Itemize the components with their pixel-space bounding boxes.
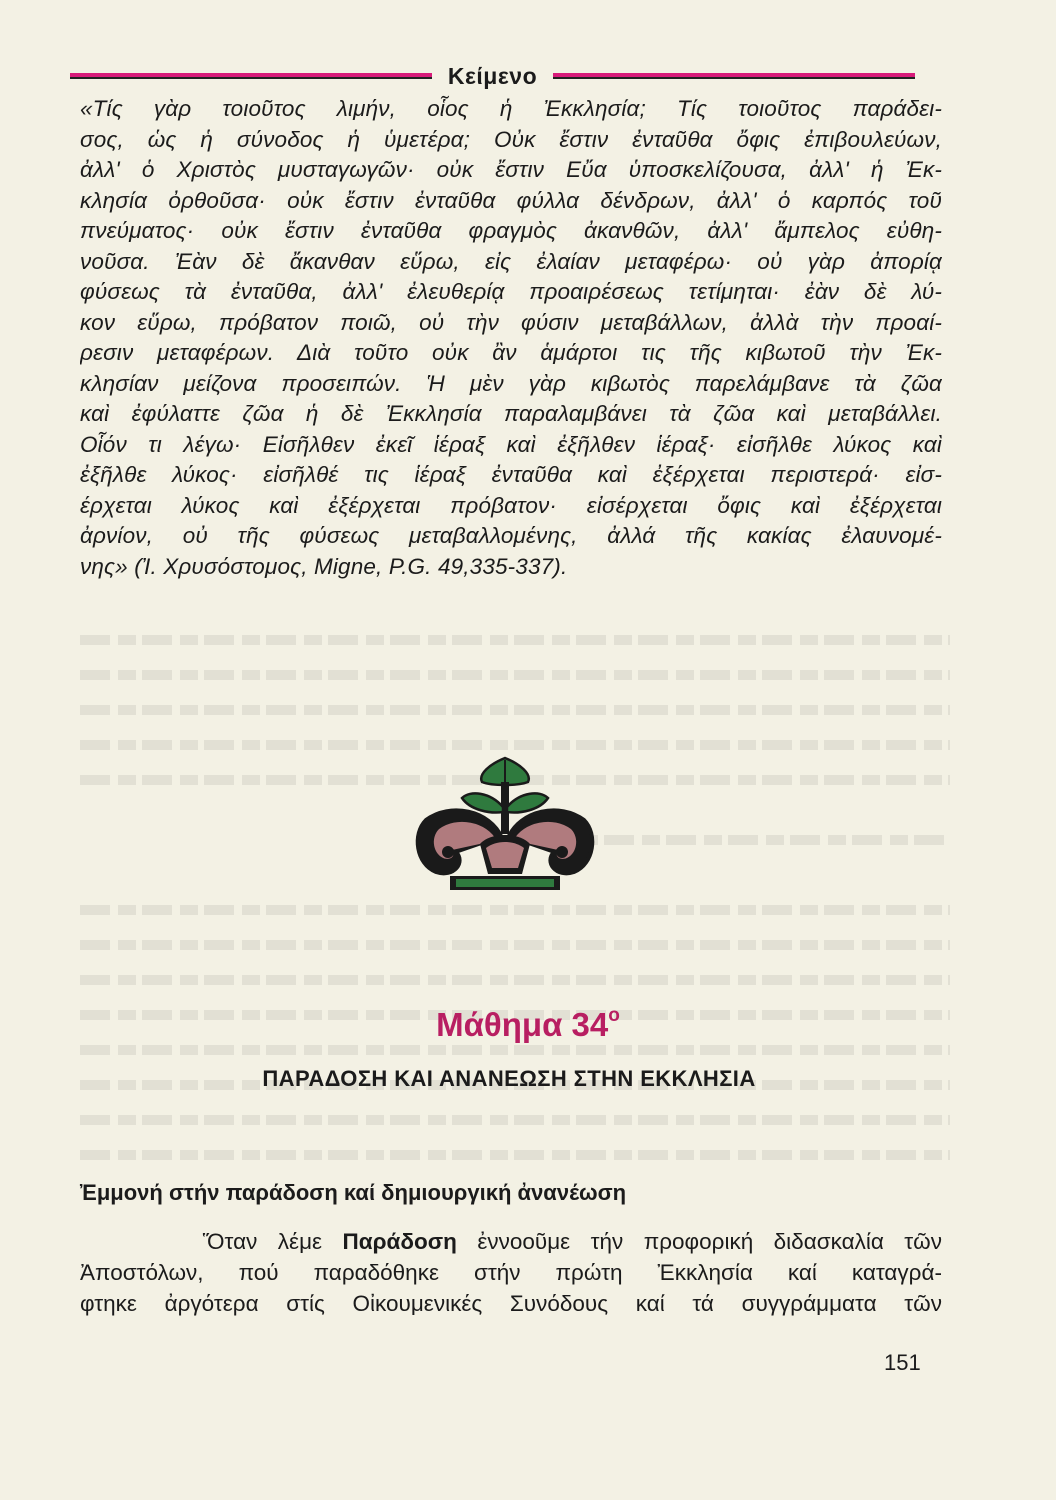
quote-line: κλησίαν μείζονα προσειπών. Ἡ μὲν γὰρ κιβωτὸς παρελάμβανε τὰ ζῶα bbox=[80, 370, 942, 396]
section-subheading: Ἐμμονή στήν παράδοση καί δημιουργική ἀνανέωση bbox=[80, 1180, 627, 1205]
body-paragraph bbox=[80, 1226, 942, 1319]
lesson-title-text: Μάθημα 34 bbox=[436, 1006, 609, 1043]
body-text: Ὅταν λέμε bbox=[202, 1229, 343, 1254]
quote-line: καὶ ἐφύλαττε ζῶα ἡ δὲ Ἐκκλησία παραλαμβάνει τὰ ζῶα καὶ μεταβάλλει. bbox=[80, 401, 942, 426]
quote-line: έρχεται λύκος καὶ ἐξέρχεται πρόβατον· εἰσέρχεται ὄφις καὶ ἐξέρχεται bbox=[80, 492, 942, 518]
page-number: 151 bbox=[884, 1350, 921, 1375]
quote-line: ἀρνίον, οὐ τῆς φύσεως μεταβαλλομένης, ἀλλά τῆς κακίας ἐλαυνομέ- bbox=[80, 523, 942, 548]
lesson-title-ordinal: ο bbox=[608, 1005, 620, 1026]
lesson-title bbox=[0, 1005, 1056, 1044]
quote-line: νοῦσα. Ἐὰν δὲ ἄκανθαν εὕρω, εἰς ἐλαίαν μεταφέρω· οὐ γὰρ ἀπορίᾳ bbox=[80, 248, 942, 274]
quote-line: σος, ὡς ἡ σύνοδος ἡ ὑμετέρα; Οὐκ ἔστιν ἐνταῦθα ὄφις ἐπιβουλεύων, bbox=[80, 126, 942, 152]
quote-line: κλησία ὀρθοῦσα· οὐκ ἔστιν ἐνταῦθα φύλλα δένδρων, ἀλλ' ὁ καρπός τοῦ bbox=[80, 187, 942, 213]
quote-line: Οἷόν τι λέγω· Εἰσῆλθεν ἐκεῖ ἱέραξ καὶ ἐξῆλθεν ἱέραξ· εἰσῆλθε λύκος καὶ bbox=[80, 431, 942, 457]
quote-line: ρεσιν μεταφέρων. Διὰ τοῦτο οὐκ ἂν ἁμάρτοι τις τῆς κιβωτοῦ τὴν Ἐκ- bbox=[80, 340, 942, 365]
body-line: φτηκε ἀργότερα στίς Οἰκουμενικές Συνόδους καί τά συγγράμματα τῶν bbox=[80, 1291, 942, 1316]
quote-line: κον εὕρω, πρόβατον ποιῶ, οὐ τὴν φύσιν μεταβάλλων, ἀλλὰ τὴν προαί- bbox=[80, 309, 942, 335]
quote-block bbox=[80, 94, 942, 582]
quote-line: φύσεως τὰ ἐνταῦθα, ἀλλ' ἐλευθερίᾳ προαιρέσεως τετίμηται· ἐὰν δὲ λύ- bbox=[80, 279, 942, 304]
quote-line: ἐξῆλθε λύκος· εἰσῆλθέ τις ἱέραξ ἐνταῦθα καὶ ἐξέρχεται περιστερά· εἰσ- bbox=[80, 462, 942, 487]
body-line bbox=[80, 1226, 942, 1257]
section-header bbox=[70, 60, 915, 92]
quote-line: «Τίς γὰρ τοιοῦτος λιμήν, οἷος ἡ Ἐκκλησία; Τίς τοιοῦτος παράδει- bbox=[80, 96, 942, 121]
section-title: Κείμενο bbox=[447, 62, 538, 89]
quote-line: νης» (Ἰ. Χρυσόστομος, Migne, P.G. 49,335-337). bbox=[80, 553, 568, 579]
lesson-subtitle: ΠΑΡΑΔΟΣΗ ΚΑΙ ΑΝΑΝΕΩΣΗ ΣΤΗΝ ΕΚΚΛΗΣΙΑ bbox=[262, 1066, 756, 1091]
palmette-ornament-icon bbox=[410, 752, 600, 902]
quote-line: ἀλλ' ὁ Χριστὸς μυσταγωγῶν· οὐκ ἔστιν Εὔα ὑποσκελίζουσα, ἀλλ' ἡ Ἐκ- bbox=[80, 157, 942, 182]
header-rule-right bbox=[553, 73, 915, 80]
body-text: ἐννοοῦμε τήν προφορική διδασκαλία τῶν bbox=[456, 1229, 942, 1254]
body-emphasis: Παράδοση bbox=[342, 1229, 457, 1254]
body-line: Ἀποστόλων, πού παραδόθηκε στήν πρώτη Ἐκκλησία καί καταγρά- bbox=[80, 1260, 942, 1285]
quote-line: πνεύματος· οὐκ ἔστιν ἐνταῦθα φραγμὸς ἀκανθῶν, ἀλλ' ἄμπελος εὐθη- bbox=[80, 218, 942, 243]
header-rule-left bbox=[70, 73, 432, 80]
